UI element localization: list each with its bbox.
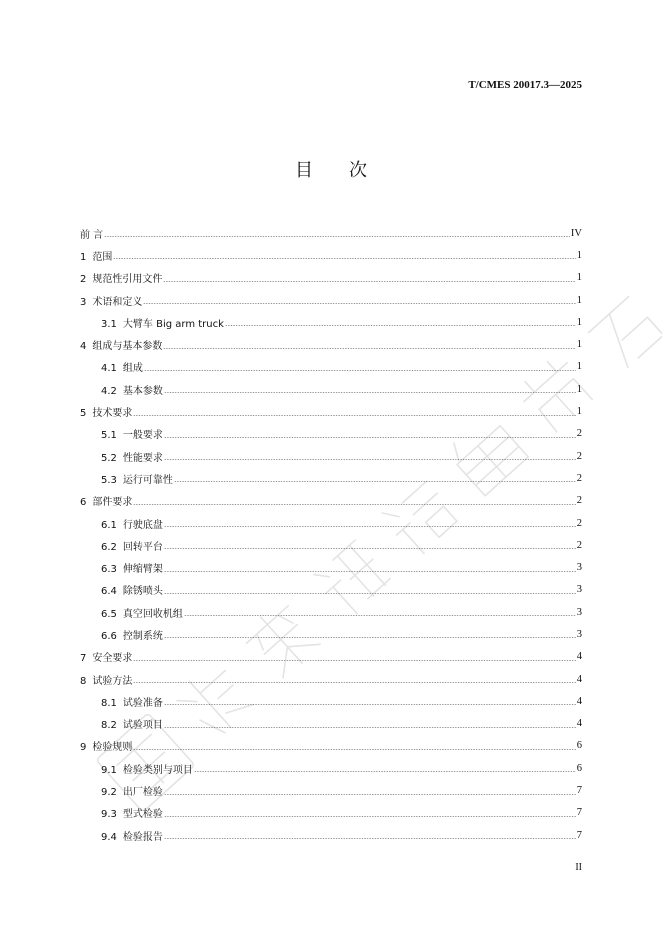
toc-entry[interactable] [80, 735, 582, 757]
toc-entry-label [101, 516, 164, 531]
toc-dot-leader [133, 660, 575, 661]
toc-entry[interactable] [80, 222, 582, 244]
toc-entry-number: 6.6 [101, 630, 117, 642]
toc-entry-page: 3 [576, 628, 582, 640]
toc-entry-text: 行驶底盘 [122, 519, 163, 531]
toc-dot-leader [164, 816, 576, 817]
toc-entry-number: 6 [80, 497, 87, 509]
toc-dot-leader [184, 615, 576, 616]
toc-entry-number: 9.2 [101, 787, 117, 799]
toc-dot-leader [225, 325, 576, 326]
toc-entry-number: 6.5 [101, 608, 117, 620]
toc-entry-page: 3 [576, 584, 582, 596]
toc-entry-number: 9.1 [101, 764, 117, 776]
toc-entry[interactable] [80, 824, 582, 846]
toc-entry-label [101, 582, 164, 597]
toc-entry-page: 1 [576, 249, 582, 261]
toc-entry[interactable] [80, 490, 582, 512]
toc-entry-number: 5.2 [101, 452, 117, 464]
toc-entry-label [80, 738, 133, 753]
toc-entry-text: 检验规则 [92, 742, 133, 754]
toc-entry-label [80, 404, 133, 419]
toc-entry[interactable] [80, 512, 582, 534]
toc-entry[interactable] [80, 267, 582, 289]
toc-entry-text: 前 言 [80, 229, 104, 241]
toc-entry-text: 组成 [122, 363, 143, 375]
toc-entry-number: 6.4 [101, 586, 117, 598]
toc-entry-text: 伸缩臂架 [122, 564, 163, 576]
toc-entry-page: 1 [576, 294, 582, 306]
toc-dot-leader [174, 481, 576, 482]
toc-entry-number: 3.1 [101, 318, 117, 330]
toc-dot-leader [163, 348, 575, 349]
toc-entry-page: 4 [576, 718, 582, 730]
toc-entry-text: 术语和定义 [92, 296, 143, 308]
toc-entry[interactable] [80, 423, 582, 445]
toc-dot-leader [164, 704, 576, 705]
toc-entry[interactable] [80, 400, 582, 422]
toc-dot-leader [133, 682, 575, 683]
toc-entry-number: 5.1 [101, 430, 117, 442]
toc-entry-number: 7 [80, 653, 87, 665]
toc-entry-page: 1 [576, 383, 582, 395]
toc-entry[interactable] [80, 623, 582, 645]
toc-entry-label [101, 560, 164, 575]
toc-entry[interactable] [80, 467, 582, 489]
toc-entry-number: 4.2 [101, 385, 117, 397]
toc-entry-text: 安全要求 [92, 653, 133, 665]
toc-entry-label [101, 382, 164, 397]
toc-entry-text: 试验方法 [92, 675, 133, 687]
toc-dot-leader [164, 637, 576, 638]
toc-dot-leader [133, 415, 575, 416]
toc-entry-label [80, 226, 104, 241]
toc-entry[interactable] [80, 779, 582, 801]
toc-entry-page: 6 [576, 740, 582, 752]
toc-entry-page: 7 [576, 807, 582, 819]
toc-entry-number: 8.1 [101, 697, 117, 709]
toc-entry-label [80, 248, 113, 263]
toc-entry-number: 1 [80, 251, 87, 263]
toc-entry-number: 9.4 [101, 831, 117, 843]
toc-entry-label [80, 672, 133, 687]
toc-dot-leader [164, 571, 576, 572]
toc-entry-label [101, 449, 164, 464]
toc-entry-text: 除锈喷头 [122, 586, 163, 598]
toc-entry-number: 8 [80, 675, 87, 687]
toc-entry-text: 检验类别与项目 [122, 764, 193, 776]
toc-entry-text: 性能要求 [122, 452, 163, 464]
toc-entry-label [101, 716, 164, 731]
toc-dot-leader [164, 459, 576, 460]
toc-entry[interactable] [80, 289, 582, 311]
toc-entry-label [101, 426, 164, 441]
toc-entry-text: 检验报告 [122, 831, 163, 843]
toc-entry-page: 2 [576, 428, 582, 440]
toc-dot-leader [164, 392, 576, 393]
toc-entry-page: 6 [576, 762, 582, 774]
toc-entry[interactable] [80, 601, 582, 623]
toc-entry-number: 6.2 [101, 541, 117, 553]
toc-entry-page: IV [570, 227, 582, 239]
toc-entry-page: 1 [576, 316, 582, 328]
toc-entry-label [101, 605, 184, 620]
toc-entry-label [101, 783, 164, 798]
toc-entry-page: 7 [576, 829, 582, 841]
document-code: T/CMES 20017.3—2025 [468, 79, 582, 91]
toc-entry[interactable] [80, 356, 582, 378]
toc-entry-number: 5 [80, 408, 87, 420]
toc-entry[interactable] [80, 333, 582, 355]
toc-entry-text: 大臂车 Big arm truck [122, 318, 224, 330]
toc-entry-number: 9 [80, 742, 87, 754]
toc-entry-page: 2 [576, 472, 582, 484]
toc-entry-text: 技术要求 [92, 408, 133, 420]
toc-entry-page: 4 [576, 695, 582, 707]
toc-title: 目次 [295, 160, 403, 181]
toc-dot-leader [194, 771, 576, 772]
toc-entry-text: 规范性引用文件 [92, 274, 163, 286]
toc-entry-text: 试验项目 [122, 720, 163, 732]
toc-entry[interactable] [80, 579, 582, 601]
toc-entry-text: 型式检验 [122, 809, 163, 821]
toc-entry-number: 5.3 [101, 474, 117, 486]
toc-entry-text: 回转平台 [122, 541, 163, 553]
toc-entry[interactable] [80, 713, 582, 735]
toc-entry-label [80, 337, 163, 352]
toc-dot-leader [144, 370, 576, 371]
toc-entry-number: 3 [80, 296, 87, 308]
toc-dot-leader [164, 794, 576, 795]
toc-dot-leader [163, 281, 575, 282]
toc-entry-label [101, 538, 164, 553]
toc-entry-page: 2 [576, 450, 582, 462]
toc-entry-number: 6.1 [101, 519, 117, 531]
toc-entry-number: 8.2 [101, 720, 117, 732]
toc-dot-leader [164, 593, 576, 594]
toc-entry[interactable] [80, 802, 582, 824]
toc-entry-page: 3 [576, 562, 582, 574]
toc-entry[interactable] [80, 646, 582, 668]
toc-entry-label [101, 315, 225, 330]
toc-entry-page: 2 [576, 517, 582, 529]
toc-entry[interactable] [80, 757, 582, 779]
toc-entry-text: 部件要求 [92, 497, 133, 509]
toc-dot-leader [104, 236, 570, 237]
toc-entry-label [101, 805, 164, 820]
toc-entry[interactable] [80, 311, 582, 333]
toc-entry[interactable] [80, 556, 582, 578]
toc-entry-text: 运行可靠性 [122, 474, 173, 486]
toc-entry[interactable] [80, 244, 582, 266]
toc-entry-text: 组成与基本参数 [92, 341, 163, 353]
toc-entry-text: 真空回收机组 [122, 608, 183, 620]
toc-entry-label [101, 828, 164, 843]
toc-entry[interactable] [80, 668, 582, 690]
toc-entry[interactable] [80, 690, 582, 712]
toc-entry-text: 出厂检验 [122, 787, 163, 799]
toc-entry-text: 控制系统 [122, 630, 163, 642]
toc-entry-label [101, 359, 144, 374]
toc-dot-leader [113, 258, 575, 259]
toc-entry-label [80, 649, 133, 664]
toc-entry-number: 9.3 [101, 809, 117, 821]
toc-dot-leader [133, 504, 575, 505]
toc-entry-text: 范围 [92, 251, 113, 263]
toc-entry-label [80, 493, 133, 508]
toc-dot-leader [164, 838, 576, 839]
toc-entry-text: 试验准备 [122, 697, 163, 709]
toc-entry-label [101, 471, 174, 486]
toc-entry-label [101, 627, 164, 642]
toc-entry-page: 3 [576, 606, 582, 618]
toc-entry-page: 2 [576, 539, 582, 551]
toc-dot-leader [143, 303, 575, 304]
toc-entry-number: 6.3 [101, 564, 117, 576]
toc-entry-page: 1 [576, 272, 582, 284]
toc-entry-text: 基本参数 [122, 385, 163, 397]
toc-entry-number: 4 [80, 341, 87, 353]
toc-dot-leader [133, 749, 575, 750]
toc-entry-page: 1 [576, 406, 582, 418]
toc-entry-page: 1 [576, 339, 582, 351]
toc-entry-number: 4.1 [101, 363, 117, 375]
toc-entry-number: 2 [80, 274, 87, 286]
page-number: II [575, 862, 582, 873]
toc-entry-page: 1 [576, 361, 582, 373]
toc-entry-page: 4 [576, 673, 582, 685]
toc-dot-leader [164, 548, 576, 549]
toc-dot-leader [164, 437, 576, 438]
toc-entry-label [80, 293, 143, 308]
toc-entry-label [101, 761, 194, 776]
toc-entry-page: 7 [576, 785, 582, 797]
toc-entry-label [101, 694, 164, 709]
toc-entry-text: 一般要求 [122, 430, 163, 442]
toc-entry[interactable] [80, 534, 582, 556]
toc-entry-page: 2 [576, 495, 582, 507]
toc-entry[interactable] [80, 445, 582, 467]
toc-dot-leader [164, 727, 576, 728]
table-of-contents [80, 222, 582, 846]
toc-dot-leader [164, 526, 576, 527]
toc-entry-label [80, 270, 163, 285]
toc-entry[interactable] [80, 378, 582, 400]
toc-entry-page: 4 [576, 651, 582, 663]
